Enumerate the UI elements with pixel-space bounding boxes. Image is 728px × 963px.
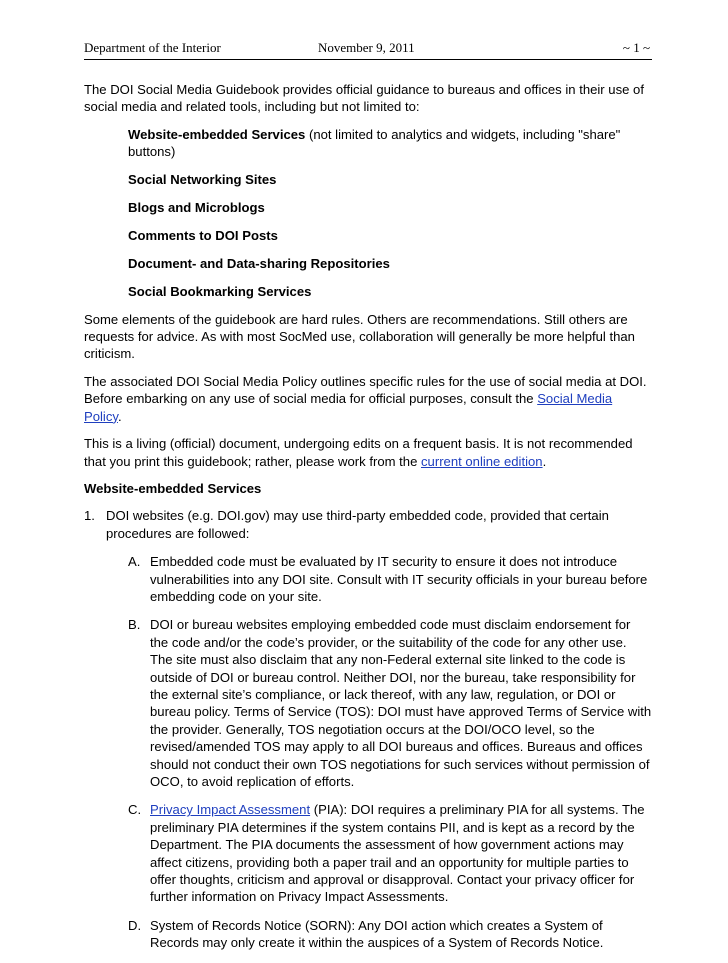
policy-paragraph (84, 373, 652, 425)
subitem-b (84, 616, 652, 790)
list-item (84, 199, 652, 216)
page-header (84, 40, 652, 56)
subitem-d (84, 917, 652, 952)
list-item (84, 283, 652, 300)
intro-paragraph: The DOI Social Media Guidebook provides official guidance to bureaus and offices in their use of social media and related tools, including but not limited to: (84, 82, 644, 115)
living-document-paragraph (84, 435, 652, 470)
living-text-end: . (542, 453, 547, 469)
header-page-number: ~ 1 ~ (622, 40, 650, 55)
subitem-letter: A. (128, 554, 141, 570)
subitem-text: (PIA): DOI requires a preliminary PIA for all systems. The preliminary PIA determines if the system contains PII, and is kept as a record by the Department. The PIA documents the assessment of how government actions may affect citizens, providing both a paper trail and an opportunity for multiple parties to offer thoughts, criticism and approval or disapproval. Contact your privacy officer for further information on Privacy Impact Assessments. (150, 802, 645, 905)
subitem-text: System of Records Notice (SORN): Any DOI action which creates a System of Records may only create it within the auspices of a System of Records Notice. (150, 917, 604, 951)
policy-text: The associated DOI Social Media Policy outlines specific rules for the use of social media at DOI. Before embarking on any use of social media for official purposes, consult the (84, 373, 647, 407)
list-item (84, 171, 652, 188)
subitem-text: Embedded code must be evaluated by IT security to ensure it does not introduce vulnerabilities into any DOI site. Consult with IT security officials in your bureau before embedding code on your site. (150, 554, 648, 604)
header-date: November 9, 2011 (318, 40, 415, 55)
list-item (84, 227, 652, 244)
subitem-letter: C. (128, 802, 142, 818)
item-number: 1. (84, 508, 95, 524)
header-divider (84, 59, 652, 60)
current-online-edition-link[interactable]: current online edition (421, 453, 543, 469)
subitem-a (84, 553, 652, 605)
privacy-impact-assessment-link[interactable]: Privacy Impact Assessment (150, 802, 311, 818)
service-name: Social Networking Sites (128, 172, 277, 188)
service-name: Blogs and Microblogs (128, 200, 265, 216)
services-list (84, 126, 652, 300)
item-text: DOI websites (e.g. DOI.gov) may use third-party embedded code, provided that certain procedures are followed: (106, 508, 609, 541)
service-name: Document- and Data-sharing Repositories (128, 255, 390, 271)
service-name: Comments to DOI Posts (128, 227, 278, 243)
section-heading: Website-embedded Services (84, 480, 262, 496)
policy-text-end: . (117, 408, 122, 424)
social-media-policy-link[interactable]: Social Media Policy (84, 391, 613, 424)
subitem-c (84, 801, 652, 905)
header-department: Department of the Interior (84, 40, 221, 55)
document-body (84, 81, 652, 963)
service-note: (not limited to analytics and widgets, including "share" buttons) (128, 126, 621, 160)
subitem-letter: D. (128, 917, 142, 933)
service-name: Social Bookmarking Services (128, 283, 312, 299)
service-name: Website-embedded Services (128, 126, 306, 142)
numbered-item-1 (84, 507, 652, 542)
living-text: This is a living (official) document, undergoing edits on a frequent basis. It is not recommended that you print this guidebook; rather, please work from the (84, 436, 633, 469)
rules-paragraph: Some elements of the guidebook are hard rules. Others are recommendations. Still others are requests for advice. As with most SocMed use, collaboration will generally be more helpful than criticism. (84, 311, 635, 362)
list-item (84, 126, 652, 161)
list-item (84, 255, 652, 272)
subitem-text: DOI or bureau websites employing embedded code must disclaim endorsement for the code and/or the code’s provider, or the suitability of the code for any other use. The site must also disclaim that any non-Federal external site linked to the code is outside of DOI or bureau control. Neither DOI, nor the bureau, take responsibility for the external site’s compliance, or lack thereof, with any law, regulation, or DOI or bureau policy. Terms of Service (TOS): DOI must have approved Terms of Service with the provider. Generally, TOS negotiation occurs at the DOI/OCO level, so the revised/amended TOS may apply to all DOI bureaus and offices. Bureaus and offices should not conduct their own TOS negotiations for such services without permission of OCO, to avoid replication of efforts. (150, 617, 652, 789)
subitem-letter: B. (128, 617, 141, 633)
